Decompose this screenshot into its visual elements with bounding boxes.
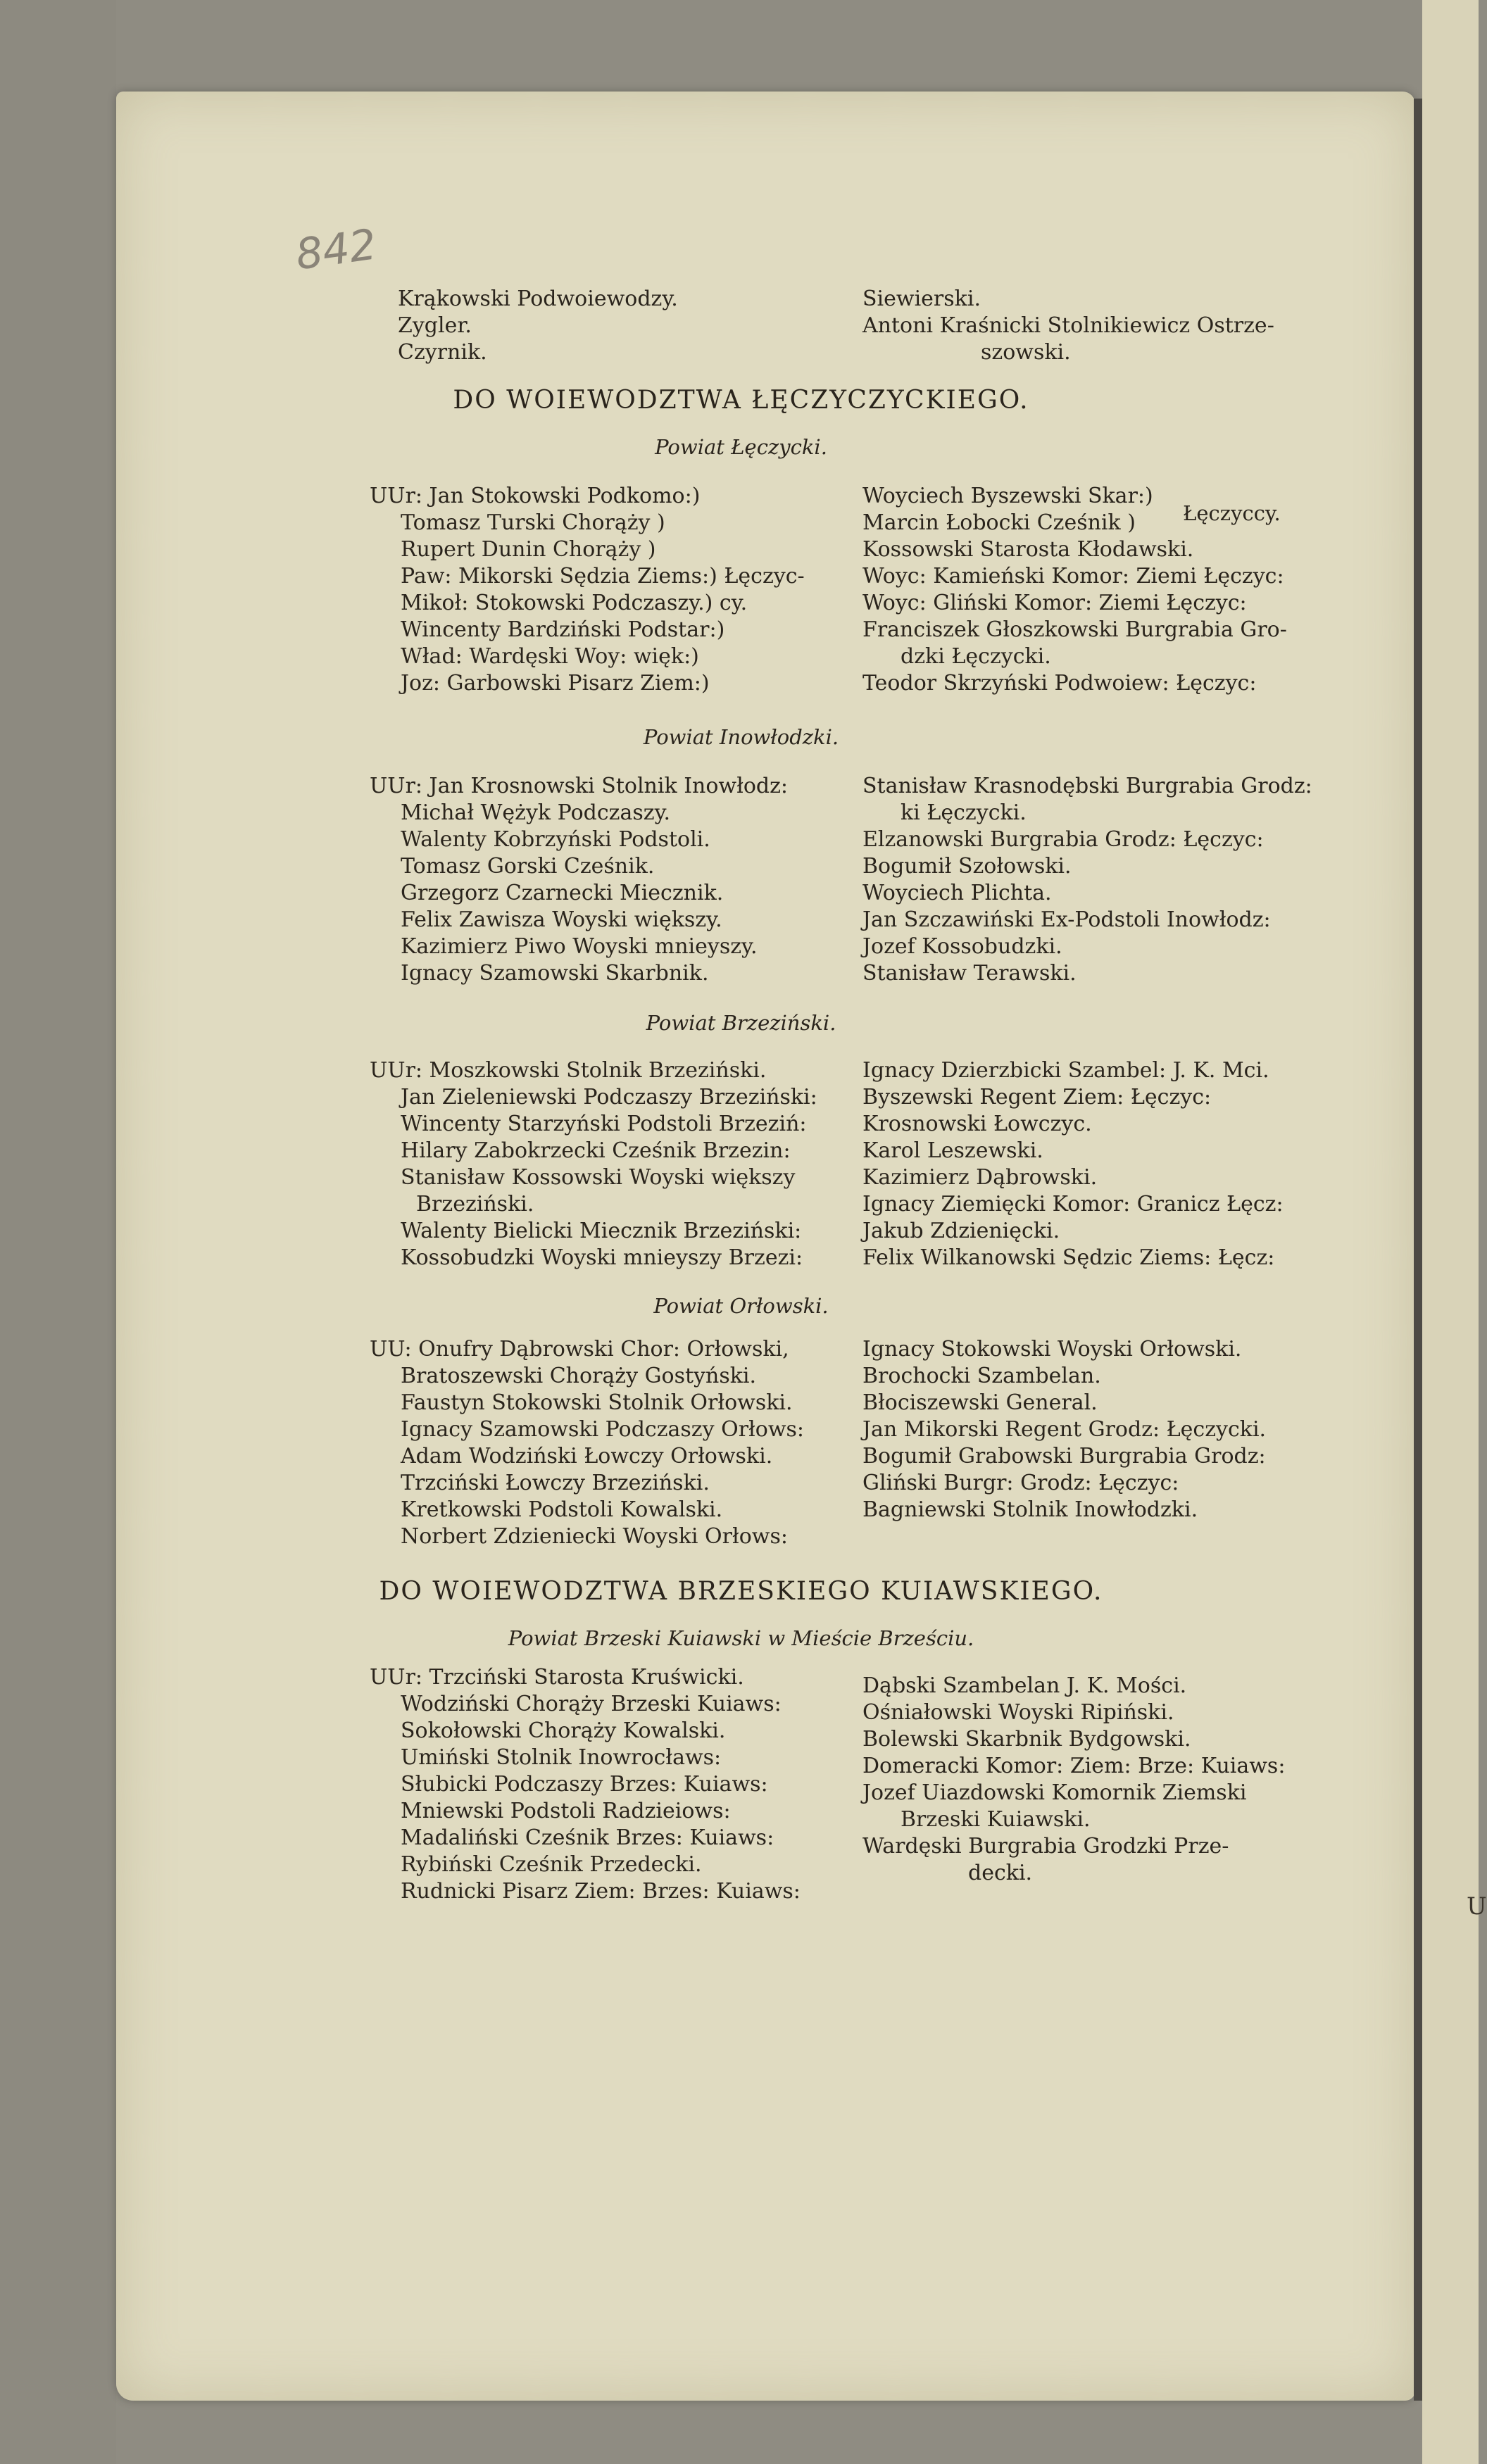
entry: UUr: Jan Stokowski Podkomo:) <box>370 484 701 508</box>
intro-left-line: Krąkowski Podwoiewodzy. <box>398 287 678 311</box>
entry: Brzeski Kuiawski. <box>901 1807 1091 1832</box>
entry: Wład: Wardęski Woy: więk:) <box>401 644 699 669</box>
entry: Bogumił Grabowski Burgrabia Grodz: <box>862 1444 1266 1469</box>
entry: UUr: Jan Krosnowski Stolnik Inowłodz: <box>370 774 789 798</box>
entry: Ignacy Dzierzbicki Szambel: J. K. Mci. <box>862 1058 1269 1083</box>
subsection-title: Powiat Łęczycki. <box>655 435 827 459</box>
entry: Wodziński Chorąży Brzeski Kuiaws: <box>401 1692 782 1716</box>
entry: UUr: Trzciński Starosta Kruświcki. <box>370 1665 744 1690</box>
entry: Gliński Burgr: Grodz: Łęczyc: <box>862 1471 1179 1495</box>
entry: Grzegorz Czarnecki Miecznik. <box>401 881 724 905</box>
entry: Walenty Kobrzyński Podstoli. <box>401 827 710 852</box>
entry: Jan Mikorski Regent Grodz: Łęczycki. <box>862 1417 1267 1442</box>
entry: Ośniałowski Woyski Ripiński. <box>862 1700 1174 1725</box>
entry: Rybiński Cześnik Przedecki. <box>401 1852 702 1877</box>
intro-left-line: Czyrnik. <box>398 340 487 365</box>
entry: Mniewski Podstoli Radzieiows: <box>401 1799 731 1823</box>
entry: Michał Wężyk Podczaszy. <box>401 800 671 825</box>
entry: Trzciński Łowczy Brzeziński. <box>401 1471 710 1495</box>
entry: Mikoł: Stokowski Podczaszy.) cy. <box>401 591 748 615</box>
brzezinski-left-column <box>370 1057 817 1271</box>
entry: Ignacy Stokowski Woyski Orłowski. <box>862 1337 1242 1362</box>
entry: Hilary Zabokrzecki Cześnik Brzezin: <box>401 1138 791 1163</box>
entry: Dąbski Szambelan J. K. Mości. <box>862 1673 1187 1698</box>
entry: Tomasz Turski Chorąży ) <box>401 510 665 535</box>
entry: Byszewski Regent Ziem: Łęczyc: <box>862 1085 1212 1110</box>
orlowski-right-column <box>862 1336 1266 1523</box>
entry: Marcin Łobocki Cześnik ) <box>862 510 1136 535</box>
entry: ki Łęczycki. <box>901 800 1027 825</box>
subsection-title: Powiat Brzeski Kuiawski w Mieście Brześciu. <box>508 1626 974 1650</box>
entry: Bolewski Skarbnik Bydgowski. <box>862 1727 1191 1752</box>
entry: Walenty Bielicki Miecznik Brzeziński: <box>401 1219 802 1243</box>
subsection-title: Powiat Orłowski. <box>653 1294 829 1318</box>
entry: Jozef Uiazdowski Komornik Ziemski <box>862 1780 1247 1805</box>
intro-right-line: szowski. <box>981 340 1071 365</box>
pencil-page-number: 842 <box>292 220 379 280</box>
entry: Norbert Zdzieniecki Woyski Orłows: <box>401 1524 788 1549</box>
section-heading: DO WOIEWODZTWA ŁĘCZYCZYCKIEGO. <box>453 386 1029 415</box>
entry: Kossobudzki Woyski mnieyszy Brzezi: <box>401 1245 803 1270</box>
entry: Joz: Garbowski Pisarz Ziem:) <box>401 671 710 696</box>
orlowski-left-column <box>370 1336 804 1550</box>
entry: Krosnowski Łowczyc. <box>862 1112 1092 1136</box>
entry: Felix Wilkanowski Sędzic Ziems: Łęcz: <box>862 1245 1275 1270</box>
next-sheet-letter: U <box>1467 1892 1487 1921</box>
entry: Kossowski Starosta Kłodawski. <box>862 537 1194 562</box>
entry: Stanisław Kossowski Woyski większy <box>401 1165 796 1190</box>
entry: Woyciech Byszewski Skar:) <box>862 484 1153 508</box>
entry: Sokołowski Chorąży Kowalski. <box>401 1718 726 1743</box>
entry: Błociszewski General. <box>862 1390 1098 1415</box>
entry: Wardęski Burgrabia Grodzki Prze- <box>862 1834 1229 1859</box>
entry: Domeracki Komor: Ziem: Brze: Kuiaws: <box>862 1754 1286 1778</box>
inowlodzki-right-column <box>862 773 1312 987</box>
entry: Brzeziński. <box>416 1192 534 1217</box>
entry: Słubicki Podczaszy Brzes: Kuiaws: <box>401 1772 768 1797</box>
entry: Woyciech Plichta. <box>862 881 1052 905</box>
intro-right-line: Antoni Kraśnicki Stolnikiewicz Ostrze- <box>862 313 1274 338</box>
entry: Brochocki Szambelan. <box>862 1364 1101 1388</box>
brzeski-left-column <box>370 1664 801 1905</box>
inowlodzki-left-column <box>370 773 788 987</box>
entry: dzki Łęczycki. <box>901 644 1051 669</box>
entry: decki. <box>968 1861 1033 1885</box>
entry: Felix Zawisza Woyski większy. <box>401 907 722 932</box>
entry: Elzanowski Burgrabia Grodz: Łęczyc: <box>862 827 1264 852</box>
entry: Jan Szczawiński Ex-Podstoli Inowłodz: <box>862 907 1271 932</box>
entry: Karol Leszewski. <box>862 1138 1043 1163</box>
intro-right-column <box>862 286 1274 366</box>
entry: Kretkowski Podstoli Kowalski. <box>401 1497 723 1522</box>
entry: UU: Onufry Dąbrowski Chor: Orłowski, <box>370 1337 789 1362</box>
entry: Wincenty Bardziński Podstar:) <box>401 617 725 642</box>
entry: Ignacy Ziemięcki Komor: Granicz Łęcz: <box>862 1192 1284 1217</box>
entry: Woyc: Kamieński Komor: Ziemi Łęczyc: <box>862 564 1284 589</box>
next-sheet <box>1422 0 1479 2464</box>
entry: Woyc: Gliński Komor: Ziemi Łęczyc: <box>862 591 1247 615</box>
scan-background <box>0 0 116 2464</box>
entry: Wincenty Starzyński Podstoli Brzeziń: <box>401 1112 807 1136</box>
entry: Rupert Dunin Chorąży ) <box>401 537 656 562</box>
entry: Ignacy Szamowski Podczaszy Orłows: <box>401 1417 805 1442</box>
subsection-title: Powiat Inowłodzki. <box>643 725 839 749</box>
entry: Tomasz Gorski Cześnik. <box>401 854 655 879</box>
entry: Faustyn Stokowski Stolnik Orłowski. <box>401 1390 793 1415</box>
entry: Teodor Skrzyński Podwoiew: Łęczyc: <box>862 671 1257 696</box>
entry: Bagniewski Stolnik Inowłodzki. <box>862 1497 1198 1522</box>
entry: Bogumił Szołowski. <box>862 854 1072 879</box>
entry: Jozef Kossobudzki. <box>862 934 1062 959</box>
entry: UUr: Moszkowski Stolnik Brzeziński. <box>370 1058 767 1083</box>
brzezinski-right-column <box>862 1057 1284 1271</box>
entry: Kazimierz Dąbrowski. <box>862 1165 1098 1190</box>
entry: Paw: Mikorski Sędzia Ziems:) Łęczyc- <box>401 564 805 589</box>
entry: Bratoszewski Chorąży Gostyński. <box>401 1364 757 1388</box>
entry: Umiński Stolnik Inowrocławs: <box>401 1745 722 1770</box>
section-heading: DO WOIEWODZTWA BRZESKIEGO KUIAWSKIEGO. <box>379 1577 1103 1606</box>
subsection-title: Powiat Brzeziński. <box>646 1011 836 1035</box>
intro-right-line: Siewierski. <box>862 287 981 311</box>
leczycki-left-column <box>370 483 805 697</box>
entry: Adam Wodziński Łowczy Orłowski. <box>401 1444 773 1469</box>
paper-edge <box>1414 99 1422 2401</box>
entry: Jan Zieleniewski Podczaszy Brzeziński: <box>401 1085 817 1110</box>
entry: Madaliński Cześnik Brzes: Kuiaws: <box>401 1825 774 1850</box>
entry: Ignacy Szamowski Skarbnik. <box>401 961 709 986</box>
entry: Rudnicki Pisarz Ziem: Brzes: Kuiaws: <box>401 1879 801 1904</box>
intro-left-column <box>398 286 678 366</box>
brace-label: Łęczyccy. <box>1183 501 1281 525</box>
entry: Kazimierz Piwo Woyski mnieyszy. <box>401 934 758 959</box>
entry: Stanisław Terawski. <box>862 961 1077 986</box>
brzeski-right-column <box>862 1673 1285 1887</box>
entry: Stanisław Krasnodębski Burgrabia Grodz: <box>862 774 1312 798</box>
intro-left-line: Zygler. <box>398 313 472 338</box>
entry: Jakub Zdzienięcki. <box>862 1219 1060 1243</box>
entry: Franciszek Głoszkowski Burgrabia Gro- <box>862 617 1287 642</box>
